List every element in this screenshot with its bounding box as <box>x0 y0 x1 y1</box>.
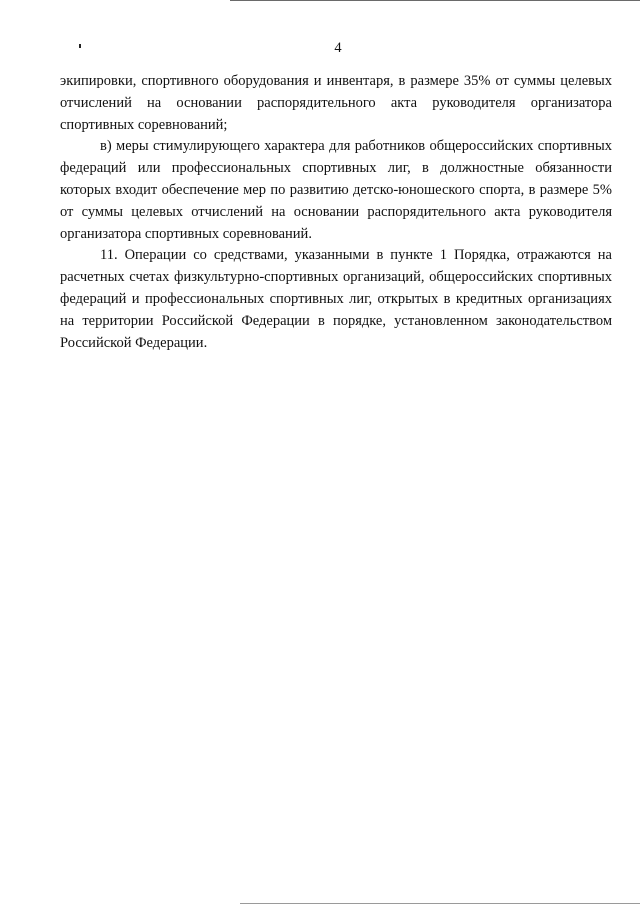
scan-border-bottom <box>240 903 640 904</box>
scan-border-top <box>230 0 640 1</box>
document-body <box>60 71 612 354</box>
page-number: 4 <box>334 40 342 56</box>
paragraph-item-v: в) меры стимулирующего характера для работников общероссийских спортивных федераций или профессиональных спортивных лиг, в должностные обязанности которых входит обеспечение мер по развитию детско-юношеского спорта, в размере 5% от суммы целевых отчислений на основании распорядительного акта руководителя организатора спортивных соревнований. <box>60 138 612 242</box>
paragraph-continued: экипировки, спортивного оборудования и инвентаря, в размере 35% от суммы целевых отчислений на основании распорядительного акта руководителя организатора спортивных соревнований; <box>60 73 612 133</box>
paragraph-item-11: 11. Операции со средствами, указанными в пункте 1 Порядка, отражаются на расчетных счетах физкультурно-спортивных организаций, общероссийских спортивных федераций и профессиональных спортивных лиг, открытых в кредитных организациях на территории Российской Федерации в порядке, установленном законодательством Российской Федерации. <box>60 247 612 351</box>
